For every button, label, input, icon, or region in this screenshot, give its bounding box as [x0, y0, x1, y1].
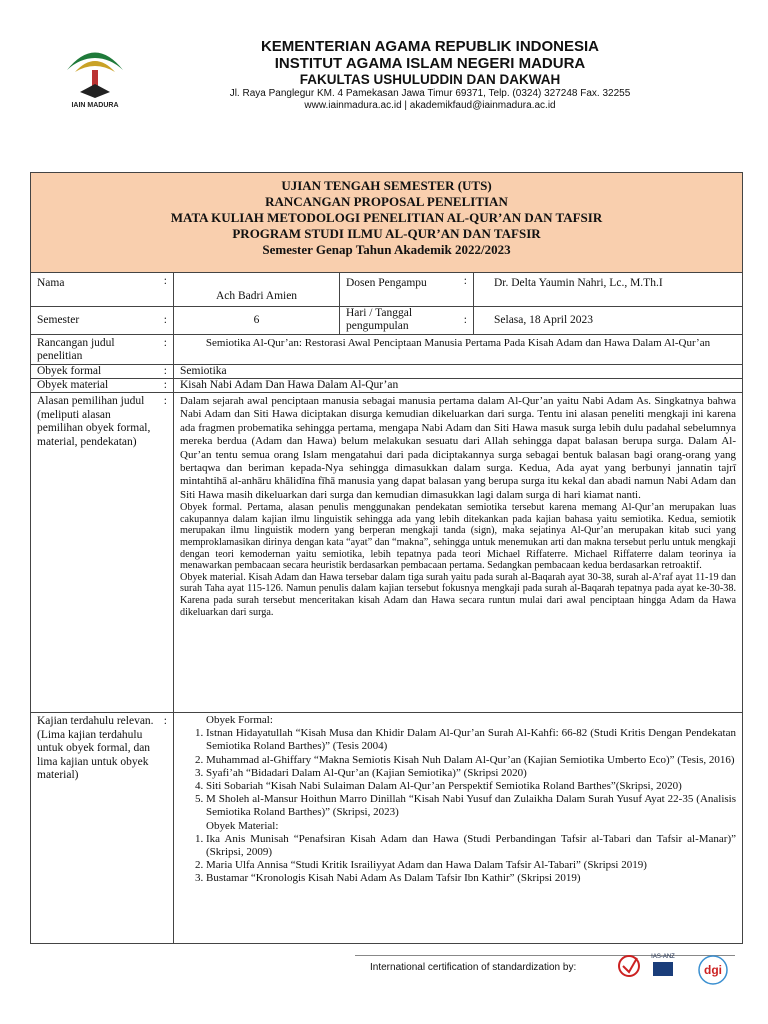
alasan-paragraph-1: Dalam sejarah awal penciptaan manusia sebagai manusia pertama dalam Al-Qur’an yaitu Nabi Adam As. Singkatnya bahwa Nabi Adam dan Siti Hawa diciptakan disurga kemudian dikeluarkan dari surga. Tentu ini alasan peneliti mengkaji ini karena ada fragmen probematika sehingga pertama, mengapa Nabi Adam dan Siti Hawa masuk surga lebih dulu padahal sebelumnya mereka berdua (Adam dan Hawa) belum melakukan sesuatu dari Allah sehingga dapat balasan berupa surga. Dalam Al-Qur’an tentu semua orang Islam mengatahui dari pada diciptakannya surga sebagai bentuk balasan bagi orang-orang yang bertaqwa dan beriman kepada-Nya sehingga dimasukkan dalam surga. Kedua, Ada ayat yang berbunyi jannatin tajrī mintahtihā al-anhāru khālidīna fīhā manusia yang dapat balasan yang berupa surga itu kekal dan abadi namun Nabi Adam dan Siti Hawa masih dikeluarkan dari surga dan kemudian dimasukkan lagi dalam surga di hari kiamat nanti. [180, 395, 736, 501]
certification-logos [615, 948, 735, 988]
title-line-1: UJIAN TENGAH SEMESTER (UTS) [281, 178, 492, 193]
exam-title [31, 173, 742, 273]
faculty-name: FAKULTAS USHULUDDIN DAN DAKWAH [299, 72, 561, 87]
title-line-2: RANCANGAN PROPOSAL PENELITIAN [265, 194, 508, 209]
material-heading: Obyek Material: [206, 819, 279, 832]
obyek-material-label: Obyek material [37, 379, 109, 391]
formal-heading: Obyek Formal: [206, 714, 273, 726]
colon: : [163, 715, 167, 727]
row-obyek-formal [31, 365, 742, 379]
obyek-formal-label: Obyek formal [37, 365, 102, 377]
semester-value: 6 [174, 307, 340, 334]
row-obyek-material [31, 379, 742, 393]
study-item: 2. Maria Ulfa Annisa “Studi Kritik Israiliyyat Adam dan Hawa Dalam Tafsir Al-Tabari” (Skripsi 2019) [206, 859, 736, 872]
study-item: 5. M Sholeh al-Mansur Hoithun Marro Dinillah “Kisah Nabi Yusuf dan Zulaikha Dalam Surah Yusuf Ayat 22-35 (Analisis Semiotika Roland Barthes)” (Skripsi, 2023) [206, 793, 736, 819]
judul-label: Rancangan judul penelitian [37, 337, 115, 362]
alasan-label: Alasan pemilihan judul (meliputi alasan pemilihan obyek formal, material, pendekatan) [37, 395, 151, 448]
dosen-label: Dosen Pengampu [346, 277, 427, 289]
footer-text: International certification of standardization by: [370, 962, 577, 973]
colon: : [463, 275, 467, 287]
obyek-material-value: Kisah Nabi Adam Dan Hawa Dalam Al-Qur’an [180, 379, 399, 391]
address: Jl. Raya Panglegur KM. 4 Pamekasan Jawa Timur 69371, Telp. (0324) 327248 Fax. 32255 [229, 88, 631, 99]
row-nama [31, 273, 742, 307]
logo-text: IAIN MADURA [71, 102, 119, 109]
colon: : [163, 395, 167, 407]
row-judul [31, 335, 742, 365]
colon: : [163, 275, 167, 287]
kajian-label: Kajian terdahulu relevan. (Lima kajian terdahulu untuk obyek formal, dan lima kajian untuk obyek material) [37, 715, 154, 781]
kajian-content [174, 713, 742, 943]
alasan-content [174, 393, 742, 712]
tanggal-value: Selasa, 18 April 2023 [494, 314, 594, 326]
letterhead [0, 0, 768, 150]
study-item: 1. Istnan Hidayatullah “Kisah Musa dan Khidir Dalam Al-Qur’an Surah Al-Kahfi: 66-82 (Studi Kritis Dengan Pendekatan Semiotika Roland Barthes)” (Tesis 2004) [206, 727, 736, 753]
study-item: 1. Ika Anis Munisah “Penafsiran Kisah Adam dan Hawa (Studi Perbandingan Tafsir al-Tabari dan Tafsir al-Manar)” (Skripsi, 2009) [206, 833, 736, 859]
tanggal-label: Hari / Tanggal pengumpulan [346, 307, 413, 332]
alasan-paragraph-2: Obyek formal. Pertama, alasan penulis menggunakan pendekatan semiotika tersebut karena memang Al-Qur’an merupakan luas cakupannya dalam kajian ilmu linguistik sehingga ada yang lebih ditekankan pada kajian bahasa yaitu semiotika. Kedua, semiotik merupakan ilmu linguistik modern yang berperan mengkaji tanda (sign), maka sejatinya Al-Qur’an merupakan kitab suci yang memproklamasikan dirinya dengan kata “ayat” dan “makna”, sehingga untuk menemukan arti dan makna tersebut perlu untuk mengkaji dengan teori kemodernan yaitu semiotika, lebih tepatnya pada teori Michael Riffaterre. Michael Riffaterre dalam teorinya ia menawarkan pembacaan secara heuristik berdasarkan pembacaan pertama. Sedangkan pembacaan kedua berdasarkan retroaktif. [180, 502, 736, 572]
study-item: 3. Bustamar “Kronologis Kisah Nabi Adam As Dalam Tafsir Ibn Kathir” (Skripsi 2019) [206, 872, 736, 885]
row-kajian [31, 713, 742, 943]
dosen-value: Dr. Delta Yaumin Nahri, Lc., M.Th.I [494, 277, 663, 289]
obyek-formal-value: Semiotika [180, 365, 227, 377]
exam-form [30, 172, 743, 944]
iain-madura-logo [55, 40, 135, 110]
judul-value: Semiotika Al-Qur’an: Restorasi Awal Penciptaan Manusia Pertama Pada Kisah Adam dan Hawa Dalam Al-Qur’an [205, 337, 711, 349]
study-item: 3. Syafi’ah “Bidadari Dalam Al-Qur’an (Kajian Semiotika)” (Skripsi 2020) [206, 767, 736, 780]
row-semester [31, 307, 742, 335]
nama-label: Nama [37, 277, 65, 289]
web-email: www.iainmadura.ac.id | akademikfaud@iainmadura.ac.id [304, 100, 556, 111]
title-line-4: PROGRAM STUDI ILMU AL-QUR’AN DAN TAFSIR [232, 226, 541, 241]
cert-ias-anz: IAS-ANZ [651, 954, 675, 960]
title-line-3: MATA KULIAH METODOLOGI PENELITIAN AL-QUR’AN DAN TAFSIR [170, 210, 603, 225]
ministry-name: KEMENTERIAN AGAMA REPUBLIK INDONESIA [260, 38, 600, 55]
material-studies-list [180, 833, 736, 886]
study-item: 4. Siti Sobariah “Kisah Nabi Sulaiman Dalam Al-Qur’an Perspektif Semiotika Roland Barthes”(Skripsi, 2020) [206, 780, 736, 793]
semester-label: Semester [37, 314, 80, 326]
cert-dgi: dgi [704, 963, 722, 977]
institute-name: INSTITUT AGAMA ISLAM NEGERI MADURA [274, 55, 586, 72]
title-line-5: Semester Genap Tahun Akademik 2022/2023 [262, 242, 511, 257]
colon: : [163, 337, 167, 349]
study-item: 2. Muhammad al-Ghiffary “Makna Semiotis Kisah Nuh Dalam Al-Qur’an (Kajian Semiotika Umberto Eco)” (Tesis, 2016) [206, 754, 736, 767]
colon: : [163, 365, 167, 377]
colon: : [163, 379, 167, 391]
formal-studies-list [180, 727, 736, 819]
nama-value: Ach Badri Amien [174, 273, 340, 306]
alasan-paragraph-3: Obyek material. Kisah Adam dan Hawa tersebar dalam tiga surah yaitu pada surah al-Baqarah ayat 30-38, surah al-A’raf ayat 11-19 dan surah Taha ayat 115-126. Namun penulis dalam kajian tersebut fokusnya mengkaji pada surah al-Baqarah tepatnya pada ayat ke-30-38. Karena pada surah tersebut menceritakan kisah Adam dan Hawa secara runtun mulai dari awal penciptaan hingga Adam da Hawa dikeluarkan dari surga. [180, 571, 736, 618]
colon: : [463, 314, 467, 326]
colon: : [163, 314, 167, 326]
row-alasan [31, 393, 742, 713]
